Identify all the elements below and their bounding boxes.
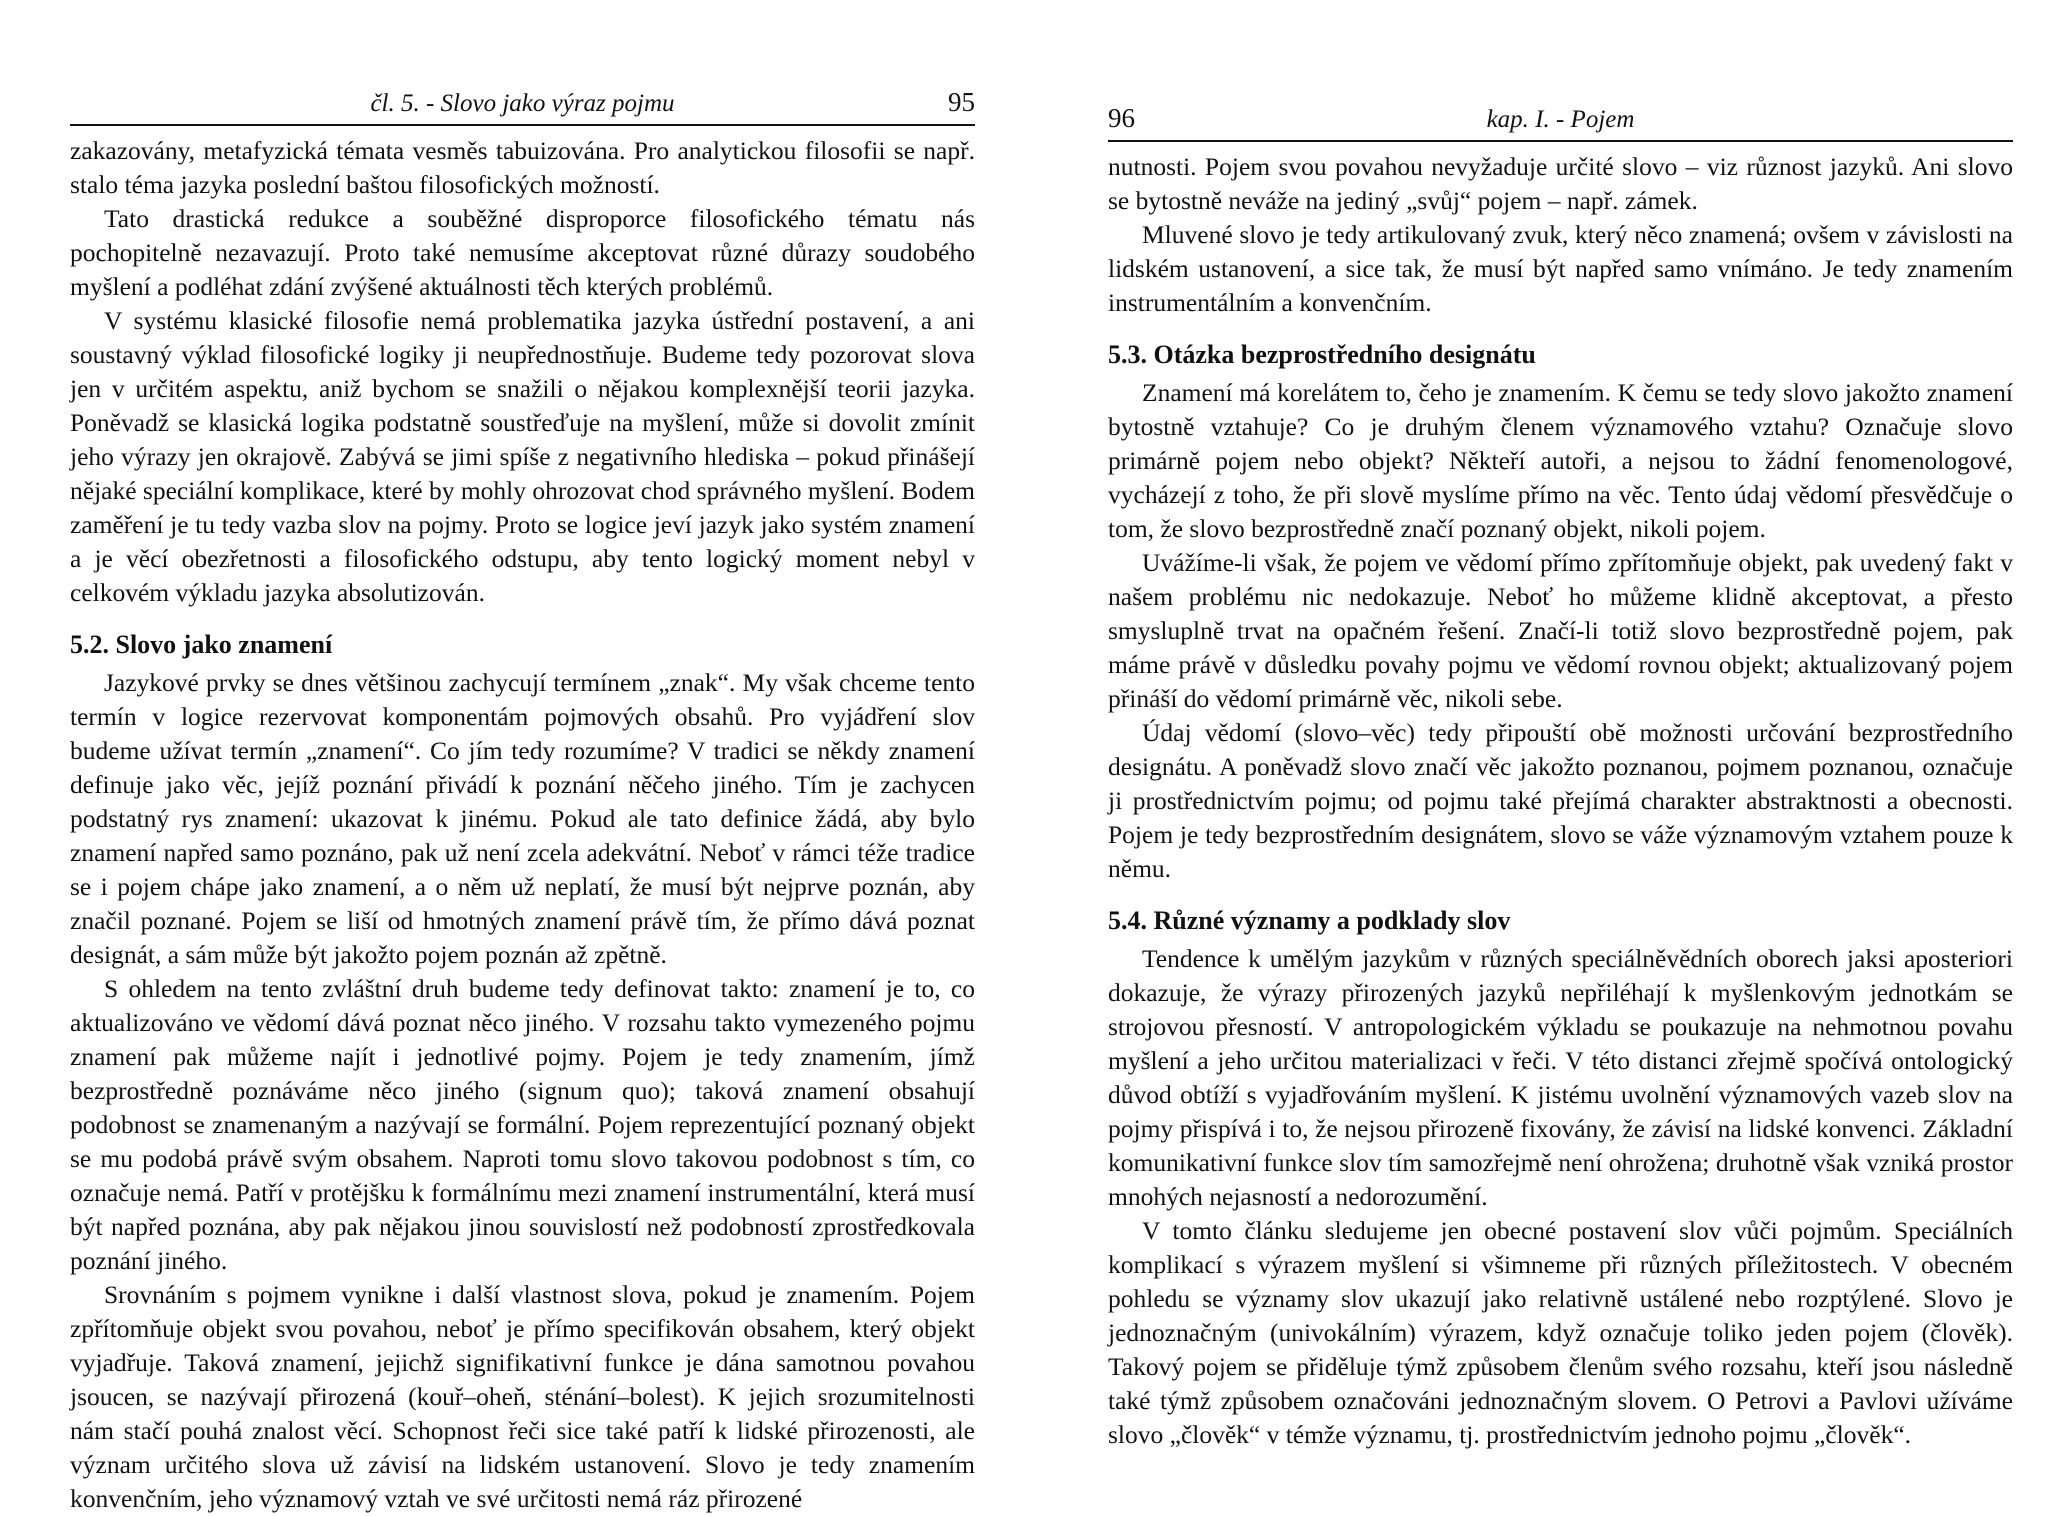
left-page-body xyxy=(70,134,975,1516)
paragraph: S ohledem na tento zvláštní druh budeme tedy definovat takto: znamení je to, co aktualizováno ve vědomí dává poznat něco jiného. V rozsahu takto vymezeného pojmu znamení pak můžeme najít i jednotlivé pojmy. Pojem je tedy znamením, jímž bezprostředně poznáváme něco jiného (signum quo); taková znamení obsahují podobnost se znamenaným a nazývají se formální. Pojem reprezentující poznaný objekt se mu podobá právě svým obsahem. Naproti tomu slovo takovou podobnost s tím, co označuje nemá. Patří v protějšku k formálnímu mezi znamení instrumentální, která musí být napřed poznána, aby pak nějakou jinou souvislostí než podobností zprostředkovala poznání jiného. xyxy=(70,974,975,1275)
running-head xyxy=(1108,98,2013,142)
running-head-title: kap. I. - Pojem xyxy=(1486,106,1635,133)
running-head xyxy=(70,82,975,126)
page-number: 96 xyxy=(1108,103,1135,133)
section-heading: 5.2. Slovo jako znamení xyxy=(70,630,333,659)
paragraph: Tato drastická redukce a souběžné disproporce filosofického tématu nás pochopitelně nezavazují. Proto také nemusíme akceptovat různé důrazy soudobého myšlení a podléhat zdání zvýšené aktuálnosti těch kterých problémů. xyxy=(70,204,975,301)
page-number: 95 xyxy=(948,87,975,117)
section-heading: 5.3. Otázka bezprostředního designátu xyxy=(1108,340,1536,369)
paragraph: zakazovány, metafyzická témata vesměs tabuizována. Pro analytickou filosofii se např. stalo téma jazyka poslední baštou filosofických možností. xyxy=(70,136,975,199)
paragraph: Znamení má korelátem to, čeho je znamením. K čemu se tedy slovo jakožto znamení bytostně vztahuje? Co je druhým členem významového vztahu? Označuje slovo primárně pojem nebo objekt? Někteří autoři, a nejsou to žádní fenomenologové, vycházejí z toho, že při slově myslíme přímo na věc. Tento údaj vědomí přesvědčuje o tom, že slovo bezprostředně značí poznaný objekt, nikoli pojem. xyxy=(1108,378,2013,543)
running-head-title: čl. 5. - Slovo jako výraz pojmu xyxy=(370,90,675,117)
paragraph: Uvážíme-li však, že pojem ve vědomí přímo zpřítomňuje objekt, pak uvedený fakt v našem problému nic nedokazuje. Neboť ho můžeme klidně akceptovat, a přesto smysluplně trvat na opačném řešení. Značí-li totiž slovo bezprostředně pojem, pak máme právě v důsledku povahy pojmu ve vědomí rovnou objekt; aktualizovaný pojem přináší do vědomí primárně věc, nikoli sebe. xyxy=(1108,548,2013,713)
paragraph: Údaj vědomí (slovo–věc) tedy připouští obě možnosti určování bezprostředního designátu. A poněvadž slovo značí věc jakožto poznanou, pojmem poznanou, označuje ji prostřednictvím pojmu; od pojmu také přejímá charakter abstraktnosti a obecnosti. Pojem je tedy bezprostředním designátem, slovo se váže významovým vztahem pouze k němu. xyxy=(1108,718,2013,883)
paragraph: Jazykové prvky se dnes většinou zachycují termínem „znak“. My však chceme tento termín v logice rezervovat komponentám pojmových obsahů. Pro vyjádření slov budeme užívat termín „znamení“. Co jím tedy rozumíme? V tradici se někdy znamení definuje jako věc, jejíž poznání přivádí k poznání něčeho jiného. Tím je zachycen podstatný rys znamení: ukazovat k jinému. Pokud ale tato definice žádá, aby bylo znamení napřed samo poznáno, pak už není zcela adekvátní. Neboť v rámci téže tradice se i pojem chápe jako znamení, a o něm už neplatí, že musí být nejprve poznán, aby značil poznané. Pojem se liší od hmotných znamení právě tím, že přímo dává poznat designát, a sám může být jakožto pojem poznán až zpětně. xyxy=(70,668,975,969)
paragraph: nutnosti. Pojem svou povahou nevyžaduje určité slovo – viz různost jazyků. Ani slovo se bytostně neváže na jediný „svůj“ pojem – např. zámek. xyxy=(1108,152,2013,215)
right-page xyxy=(1108,0,2013,1452)
paragraph: V tomto článku sledujeme jen obecné postavení slov vůči pojmům. Speciálních komplikací s výrazem myšlení si všimneme při různých příležitostech. V obecném pohledu se významy slov ukazují jako relativně ustálené nebo rozptýlené. Slovo je jednoznačným (univokálním) výrazem, když označuje toliko jeden pojem (člověk). Takový pojem se přiděluje týmž způsobem členům svého rozsahu, kteří jsou následně také týmž způsobem označováni jednoznačným slovem. O Petrovi a Pavlovi užíváme slovo „člověk“ v témže významu, tj. prostřednictvím jednoho pojmu „člověk“. xyxy=(1108,1216,2013,1449)
paragraph: Srovnáním s pojmem vynikne i další vlastnost slova, pokud je znamením. Pojem zpřítomňuje objekt svou povahou, neboť je přímo specifikován obsahem, který objekt vyjadřuje. Taková znamení, jejichž signifikativní funkce je dána samotnou povahou jsoucen, se nazývají přirozená (kouř–oheň, sténání–bolest). K jejich srozumitelnosti nám stačí pouhá znalost věcí. Schopnost řeči sice také patří k lidské přirozenosti, ale význam určitého slova už závisí na lidském ustanovení. Slovo je tedy znamením konvenčním, jeho významový vztah ve své určitosti nemá ráz přirozené xyxy=(70,1280,975,1513)
section-heading: 5.4. Různé významy a podklady slov xyxy=(1108,906,1511,935)
paragraph: V systému klasické filosofie nemá problematika jazyka ústřední postavení, a ani soustavný výklad filosofické logiky ji neupřednostňuje. Budeme tedy pozorovat slova jen v určitém aspektu, aniž bychom se snažili o nějakou komplexnější teorii jazyka. Poněvadž se klasická logika podstatně soustřeďuje na myšlení, může si dovolit zmínit jeho výrazy jen okrajově. Zabývá se jimi spíše z negativního hlediska – pokud přinášejí nějaké speciální komplikace, které by mohly ohrozovat chod správného myšlení. Bodem zaměření je tu tedy vazba slov na pojmy. Proto se logice jeví jazyk jako systém znamení a je věcí obezřetnosti a filosofického odstupu, aby tento logický moment nebyl v celkovém výkladu jazyka absolutizován. xyxy=(70,306,976,607)
right-page-body xyxy=(1108,150,2013,1452)
paragraph: Tendence k umělým jazykům v různých speciálněvědních oborech jaksi aposteriori dokazuje, že výrazy přirozených jazyků nepřiléhají k myšlenkovým jednotkám se strojovou přesností. V antropologickém výkladu se poukazuje na nehmotnou povahu myšlení a jeho určitou materializaci v řeči. V této distanci zřejmě spočívá ontologický důvod obtíží s vyjadřováním myšlení. K jistému uvolnění významových vazeb slov na pojmy přispívá i to, že nejsou přirozeně fixovány, že závisí na lidské konvenci. Základní komunikativní funkce slov tím samozřejmě není ohrožena; druhotně však vzniká prostor mnohých nejasností a nedorozumění. xyxy=(1108,944,2013,1211)
left-page xyxy=(70,0,975,1516)
paragraph: Mluvené slovo je tedy artikulovaný zvuk, který něco znamená; ovšem v závislosti na lidském ustanovení, a sice tak, že musí být napřed samo vnímáno. Je tedy znamením instrumentálním a konvenčním. xyxy=(1108,220,2013,317)
